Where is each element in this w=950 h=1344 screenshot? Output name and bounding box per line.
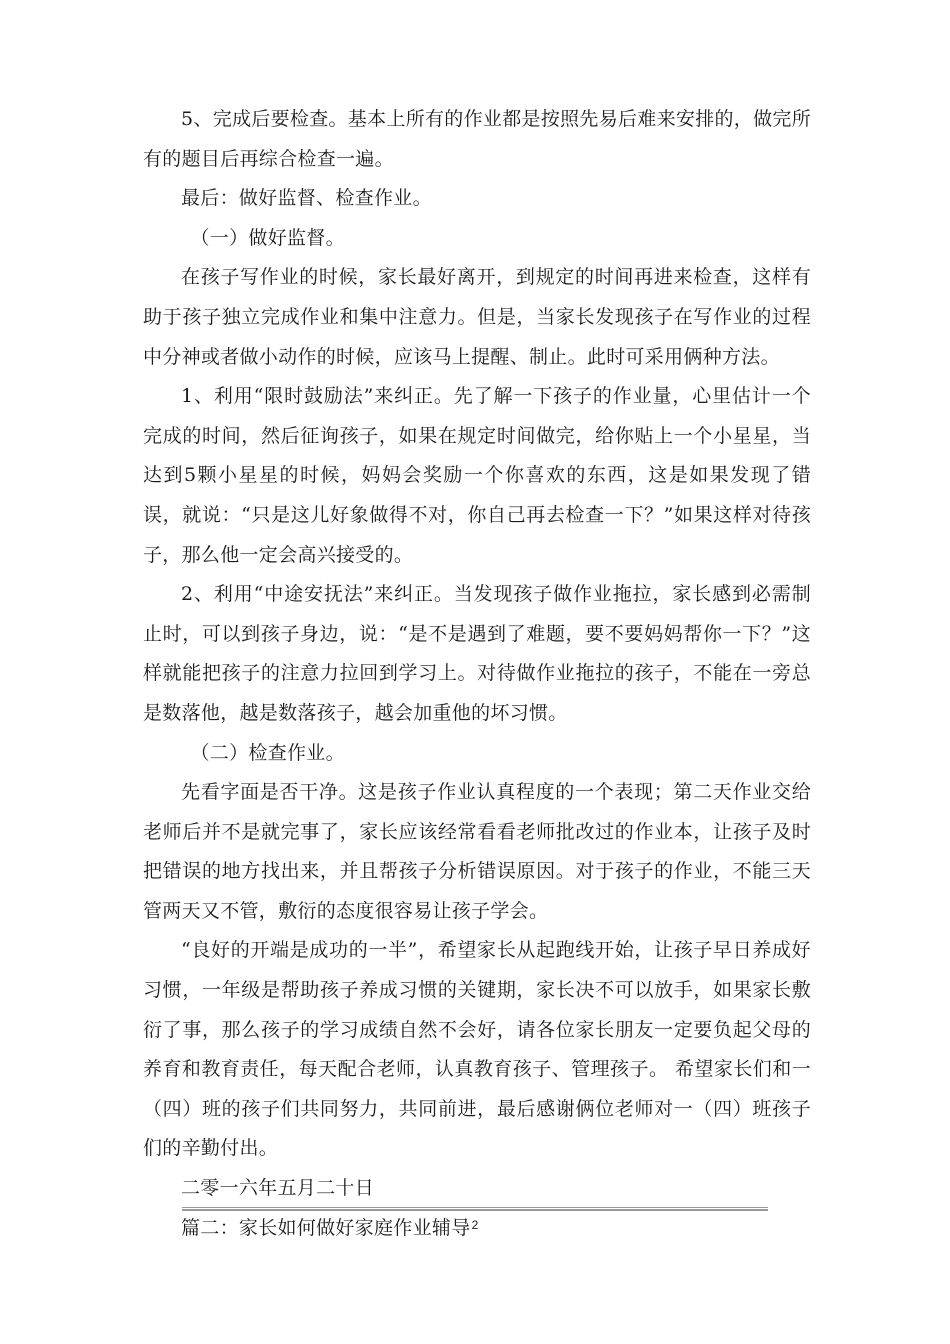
paragraph-supervise-detail: 在孩子写作业的时候，家长最好离开，到规定的时间再进来检查，这样有助于孩子独立完成作业和集中注意力。但是，当家长发现孩子在写作业的过程中分神或者做小动作的时候，应该马上提醒、制止。此时可采用俩种方法。: [143, 266, 811, 368]
paragraph-next-article-title: 篇二：家长如何做好家庭作业辅导: [181, 1216, 471, 1239]
paragraph-date: 二零一六年五月二十日: [181, 1177, 375, 1200]
paragraph-check-after-finish: 5、完成后要检查。基本上所有的作业都是按照先易后难来安排的，做完所有的题目后再综合检查一遍。: [143, 108, 811, 170]
heading-check-homework: （二）检查作业。: [190, 741, 345, 764]
paragraph-finally-supervise: 最后：做好监督、检查作业。: [181, 187, 432, 210]
footer-divider: [182, 1207, 768, 1211]
heading-supervise: （一）做好监督。: [190, 226, 345, 249]
paragraph-method-two: 2、利用“中途安抚法”来纠正。当发现孩子做作业拖拉，家长感到必需制止时，可以到孩子身边，说：“是不是遇到了难题，要不要妈妈帮你一下？”这样就能把孩子的注意力拉回到学习上。对待做作业拖拉的孩子，不能在一旁总是数落他，越是数落孩子，越会加重他的坏习惯。: [143, 583, 811, 724]
document-body: [143, 100, 811, 1248]
paragraph-method-one: 1、利用“限时鼓励法”来纠正。先了解一下孩子的作业量，心里估计一个完成的时间，然后征询孩子，如果在规定时间做完，给你贴上一个小星星，当达到5颗小星星的时候，妈妈会奖励一个你喜欢的东西，这是如果发现了错误，就说：“只是这儿好象做得不对，你自己再去检查一下？”如果这样对待孩子，那么他一定会高兴接受的。: [143, 385, 811, 566]
paragraph-check-homework-detail: 先看字面是否干净。这是孩子作业认真程度的一个表现；第二天作业交给老师后并不是就完事了，家长应该经常看看老师批改过的作业本，让孩子及时把错误的地方找出来，并且帮孩子分析错误原因。对于孩子的作业，不能三天管两天又不管，敷衍的态度很容易让孩子学会。: [143, 781, 811, 922]
page-number: 2: [471, 1218, 479, 1232]
paragraph-conclusion: “良好的开端是成功的一半”，希望家长从起跑线开始，让孩子早日养成好习惯，一年级是帮助孩子养成习惯的关键期，家长决不可以放手，如果家长敷衍了事，那么孩子的学习成绩自然不会好，请各位家长朋友一定要负起父母的养育和教育责任，每天配合老师，认真教育孩子、管理孩子。 希望家长们和一（四）班的孩子们共同努力，共同前进，最后感谢俩位老师对一（四）班孩子们的辛勤付出。: [143, 939, 811, 1160]
